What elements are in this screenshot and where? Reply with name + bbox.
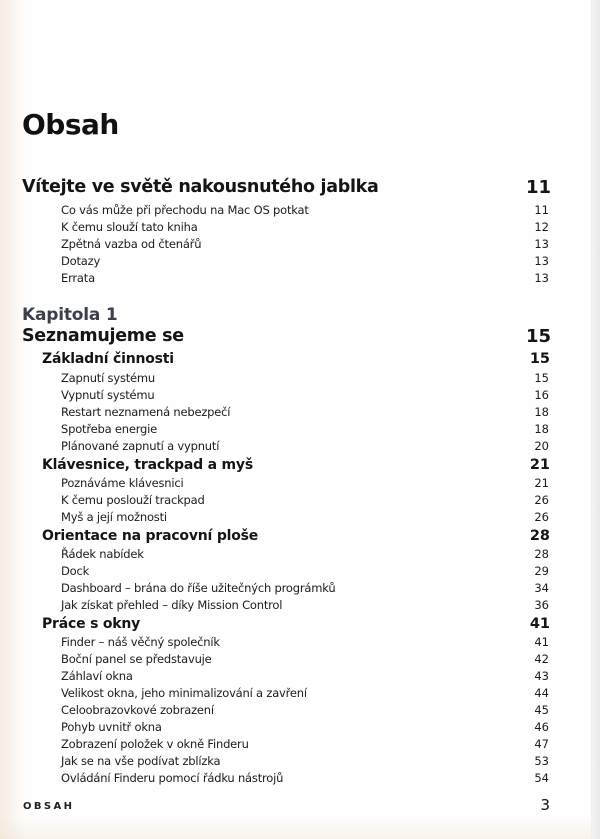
toc-item-page: 46 — [534, 720, 549, 734]
toc-item-page: 29 — [534, 564, 549, 578]
toc-item-page: 16 — [534, 388, 549, 402]
toc-item-label: Zobrazení položek v okně Finderu — [61, 737, 249, 751]
toc-section-page: 21 — [529, 457, 550, 473]
toc-item-label: Boční panel se představuje — [61, 652, 212, 666]
toc-section-page: 15 — [529, 351, 550, 367]
toc-item-label: Plánované zapnutí a vypnutí — [61, 439, 220, 453]
toc-item-label: Poznáváme klávesnici — [61, 476, 184, 490]
toc-chapter-1[interactable] — [0, 326, 600, 346]
toc-item-label: Dashboard – brána do říše užitečných prográmků — [61, 581, 336, 595]
toc-section-label: Klávesnice, trackpad a myš — [42, 457, 253, 473]
toc-item-page: 44 — [534, 686, 549, 700]
toc-part-page: 11 — [525, 177, 551, 198]
toc-item-label: Jak získat přehled – díky Mission Control — [61, 598, 283, 612]
toc-item-page: 47 — [534, 737, 549, 751]
toc-item-page: 26 — [534, 493, 549, 507]
toc-item-label: K čemu poslouží trackpad — [61, 493, 205, 507]
toc-item-label: Myš a její možnosti — [61, 510, 167, 524]
toc-item-label: Dock — [61, 564, 90, 578]
toc-item-page: 13 — [534, 254, 549, 268]
toc-item-page: 28 — [534, 547, 549, 561]
toc-item-label: Celoobrazovkové zobrazení — [61, 703, 214, 717]
toc-item-label: Záhlaví okna — [61, 669, 133, 683]
toc-section-label: Práce s okny — [42, 616, 141, 632]
toc-item[interactable] — [0, 439, 600, 459]
toc-item-page: 20 — [534, 439, 549, 453]
toc-item-label: Vypnutí systému — [61, 388, 155, 402]
toc-item-page: 13 — [534, 271, 549, 285]
toc-item-label: Zapnutí systému — [61, 371, 156, 385]
toc-item-page: 34 — [534, 581, 549, 595]
toc-section[interactable] — [0, 528, 600, 548]
toc-section-page: 28 — [529, 528, 550, 544]
toc-item-page: 18 — [534, 405, 549, 419]
toc-item[interactable] — [0, 598, 600, 618]
toc-section[interactable] — [0, 351, 600, 371]
toc-item[interactable] — [0, 510, 600, 530]
toc-item-page: 26 — [534, 510, 549, 524]
toc-item-label: Zpětná vazba od čtenářů — [61, 237, 202, 251]
toc-item-page: 53 — [534, 754, 549, 768]
chapter-kicker — [0, 305, 600, 325]
toc-item-page: 42 — [534, 652, 549, 666]
toc-item-page: 36 — [534, 598, 549, 612]
toc-item-page: 12 — [534, 220, 549, 234]
toc-item-label: Řádek nabídek — [61, 547, 144, 561]
toc-item-label: K čemu slouží tato kniha — [61, 220, 198, 234]
toc-item[interactable] — [0, 771, 600, 791]
page-title: Obsah — [22, 108, 119, 141]
toc-item-label: Restart neznamená nebezpečí — [61, 405, 231, 419]
toc-item-page: 41 — [534, 635, 549, 649]
toc-item-label: Dotazy — [61, 254, 101, 268]
toc-item-label: Pohyb uvnitř okna — [61, 720, 162, 734]
toc-item-page: 45 — [534, 703, 549, 717]
page-number: 3 — [540, 796, 550, 814]
toc-item-page: 18 — [534, 422, 549, 436]
toc-item-label: Errata — [61, 271, 95, 285]
toc-section-label: Orientace na pracovní ploše — [42, 528, 259, 544]
toc-item-page: 13 — [534, 237, 549, 251]
toc-section[interactable] — [0, 457, 600, 477]
toc-section-page: 41 — [529, 616, 550, 632]
toc-item-page: 54 — [534, 771, 549, 785]
toc-item-label: Co vás může při přechodu na Mac OS potkat — [61, 203, 309, 217]
toc-part-label: Vítejte ve světě nakousnutého jablka — [22, 177, 379, 197]
toc-item-label: Spotřeba energie — [61, 422, 158, 436]
toc-chapter-page: 15 — [525, 326, 551, 347]
toc-item-page: 11 — [534, 203, 549, 217]
toc-item-label: Ovládání Finderu pomocí řádku nástrojů — [61, 771, 284, 785]
toc-item-page: 15 — [534, 371, 549, 385]
toc-item[interactable] — [0, 271, 600, 291]
chapter-number: Kapitola 1 — [22, 305, 118, 325]
running-footer: OBSAH — [23, 801, 75, 812]
toc-item-label: Finder – náš věčný společník — [61, 635, 220, 649]
toc-item-label: Velikost okna, jeho minimalizování a zavření — [61, 686, 307, 700]
toc-item-page: 21 — [534, 476, 549, 490]
toc-item-page: 43 — [534, 669, 549, 683]
toc-part-intro[interactable] — [0, 177, 600, 197]
toc-item-label: Jak se na vše podívat zblízka — [61, 754, 221, 768]
toc-chapter-label: Seznamujeme se — [22, 326, 184, 346]
toc-section-label: Základní činnosti — [42, 351, 174, 367]
toc-section[interactable] — [0, 616, 600, 636]
